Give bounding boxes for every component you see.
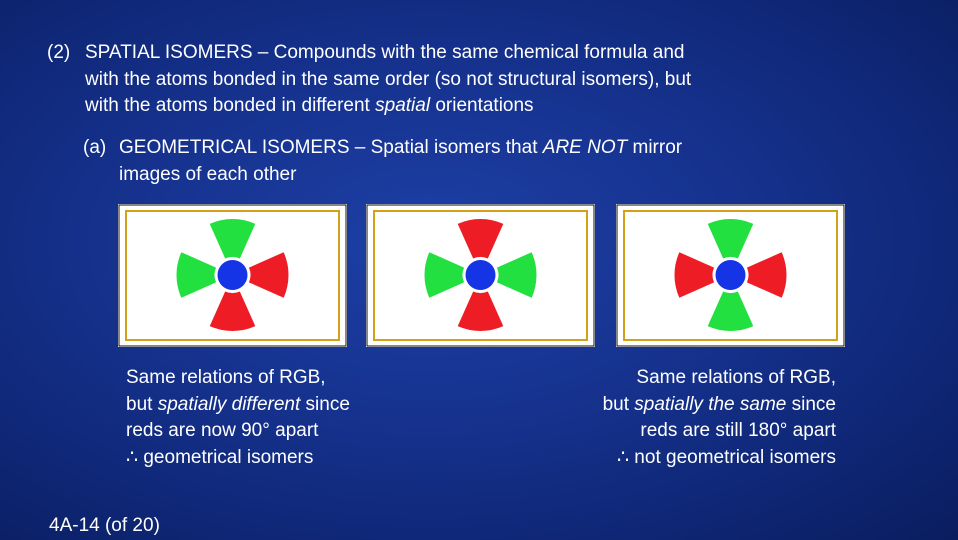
subheading-block — [83, 135, 682, 188]
subheading-emphasis: ARE NOT — [542, 137, 628, 158]
subheading-line-1: GEOMETRICAL ISOMERS – Spatial isomers that ARE NOT mirror — [119, 137, 683, 158]
slide-number: 4A-14 (of 20) — [49, 515, 160, 536]
heading-line-3: with the atoms bonded in different spatial orientations — [85, 95, 534, 116]
heading-number: (2) — [47, 42, 71, 63]
heading-emphasis: spatial — [375, 95, 431, 116]
caption-right-line-3: reds are still 180° apart — [640, 420, 836, 441]
caption-left — [126, 365, 350, 471]
figure-rotated-90-svg — [366, 204, 595, 347]
figure-reference — [118, 204, 347, 347]
subheading-line-2: images of each other — [119, 163, 297, 185]
caption-right-conclusion: ∴ not geometrical isomers — [616, 446, 836, 468]
center-circle — [466, 260, 496, 290]
heading-block — [47, 40, 691, 120]
heading-line-1: SPATIAL ISOMERS – Compounds with the same chemical formula and — [85, 42, 685, 63]
caption-right-emphasis: spatially the same — [634, 393, 787, 415]
caption-right — [603, 365, 836, 471]
caption-left-emphasis: spatially different — [157, 393, 301, 415]
caption-right-line-1: Same relations of RGB, — [636, 367, 836, 388]
caption-left-line-2: but spatially different since — [126, 393, 350, 415]
figure-rotated-180-svg — [616, 204, 845, 347]
figure-reference-svg — [118, 204, 347, 347]
center-circle — [218, 260, 248, 290]
figure-rotated-180 — [616, 204, 845, 347]
caption-right-line-2: but spatially the same since — [602, 393, 836, 415]
figure-rotated-90 — [366, 204, 595, 347]
heading-line-2: with the atoms bonded in the same order (so not structural isomers), but — [85, 68, 692, 90]
center-circle — [716, 260, 746, 290]
caption-left-line-3: reds are now 90° apart — [126, 420, 319, 441]
subheading-number: (a) — [83, 137, 107, 158]
caption-left-line-1: Same relations of RGB, — [126, 367, 326, 388]
caption-left-conclusion: ∴ geometrical isomers — [126, 446, 314, 468]
